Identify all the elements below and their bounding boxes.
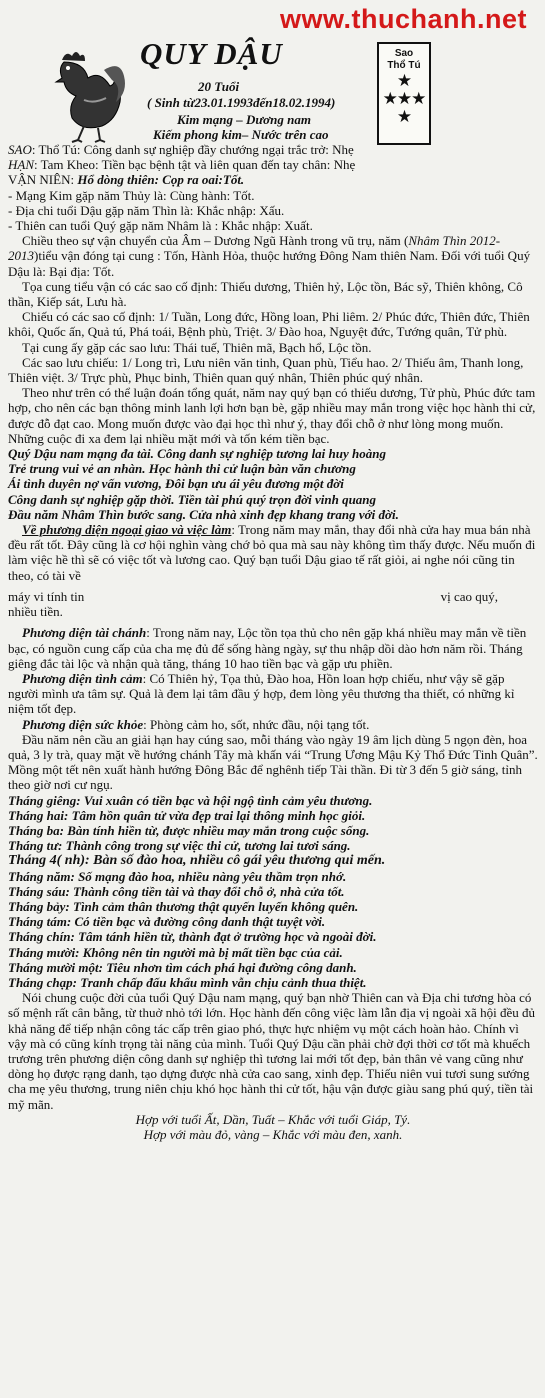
month-line: Tháng ba: Bàn tính hiền từ, được nhiều may mắn trong cuộc sống. — [8, 822, 370, 838]
month-line: Tháng mười một: Tiêu nhơn tìm cách phá hại đường công danh. — [8, 959, 357, 975]
paragraph-1: Chiều theo sự vận chuyển của Âm – Dương Ngũ Hành trong vũ trụ, năm (Nhâm Thìn 2012-2013)tiểu vận đóng tại cung : Tốn, Hành Hỏa, thuộc hướng Đông Nam thiên Nam. Đối với tuổi Quý Dậu là: Bại địa: Tốt. — [8, 233, 531, 279]
paragraph-4: Tại cung ấy gặp các sao lưu: Thái tuế, Thiên mã, Bạch hổ, Lộc tồn. — [22, 339, 372, 355]
suc-khoe-paragraph: Phương diện sức khỏe: Phòng cảm ho, sốt, nhức đầu, nội tạng tốt. — [22, 716, 370, 732]
paragraph-6: Theo như trên có thể luận đoán tổng quát, năm nay quý bạn có thiếu dương, Tử phù, Phúc đức tam hợp, cho nên các bạn thông minh lanh lợi hơn bạn bè, gặp nhiều may mắn trong việc học hành thi cử, được đỗ đạt cao. Mong muốn được vào đại học thì như ý, thay đổi chỗ ở như lòng mong muốn. Những cuộc đi xa đem lại nhiều mặt mới và tốn kém tiền bạc. — [8, 385, 536, 446]
hop-mau-line: Hợp với màu đỏ, vàng – Khắc với màu đen, xanh. — [143, 1127, 403, 1142]
birth-range: ( Sinh từ23.01.1993đến18.02.1994) — [147, 95, 336, 110]
month-line: Tháng chạp: Tranh chấp đấu khẩu mình vẫn chịu cảnh thua thiệt. — [8, 974, 367, 990]
line-1: - Mạng Kim gặp năm Thủy là: Cùng hành: Tốt. — [8, 187, 255, 203]
month-line: Tháng bảy: Tình cảm thân thương thật quyến luyến không quên. — [8, 898, 359, 914]
month-line: Tháng năm: Số mạng đào hoa, nhiều nàng yêu thầm trọn nhớ. — [8, 868, 347, 884]
paragraph-3: Chiếu có các sao cố định: 1/ Tuần, Long đức, Hồng loan, Phi liêm. 2/ Phúc đức, Thiên đức, Thiên khôi, Quốc ấn, Quả tú, Phá toái, Bệnh phù, Triệt. 3/ Đào hoa, Nguyệt đức, Tướng quân, Tử phù. — [8, 309, 530, 340]
han-line: HẠN: Tam Kheo: Tiền bạc bệnh tật và liên quan đến tay chân: Nhẹ — [8, 157, 356, 173]
line-2: - Địa chi tuổi Dậu gặp năm Thìn là: Khắc nhập: Xấu. — [8, 202, 285, 218]
month-line: Tháng hai: Tâm hồn quân tử vừa đẹp trai lại thông minh học giỏi. — [8, 807, 366, 823]
month-line: Tháng mười: Không nên tin người mà bị mất tiền bạc của cải. — [8, 944, 343, 960]
age-label: 20 Tuổi — [198, 79, 240, 94]
dau-nam-paragraph: Đầu năm nên cầu an giải hạn hay cúng sao, mỗi tháng vào ngày 19 âm lịch dùng 5 ngọn đèn, hoa quả, 3 ly trà, quay mặt về hướng chánh Tây mà khấn vái “Trung Ương Mậu Kỷ Thổ Đức Tinh Quân”. Mồng một tết nên xuất hành hướng Đông Bắc để nghênh tiếp Tài thần. Đi từ 3 đến 5 giờ sáng, tỉnh theo giờ nơi cư ngụ. — [8, 731, 538, 793]
kiem-label: Kiếm phong kim– Nước trên cao — [153, 127, 329, 142]
split-line-end: nhiều tiền. — [8, 604, 63, 620]
menh-label: Kim mạng – Dương nam — [177, 112, 311, 127]
month-line: Tháng tư: Thành công trong sự việc thi cử, tương lai tươi sáng. — [8, 838, 351, 854]
star-box-label: Sao — [394, 48, 414, 59]
star-icon: ★ — [396, 71, 412, 90]
star-icon: ★ — [396, 107, 412, 126]
conclusion-paragraph: Nói chung cuộc đời của tuổi Quý Dậu nam mạng, quý bạn nhờ Thiên can và Địa chi tương hòa có số mệnh rất cân bằng, từ thuở nhỏ tới lớn. Học hành đến công việc làm lẫn địa vị ngoài xã hội đều đủ khả năng để tiếp nhận công tác cấp trên giao phó, thực hực nhiệm vụ một cách hoàn hảo. Chính vì vậy mà có cũng kính trọng tài năng của mình. Tuổi Quý Dậu cần phải chờ đợi thời cơ tốt mà khuếch trương trên phương diện công danh sự nghiệp thì tương lai mới tốt đẹp, bản thân vẻ vang cũng như dòng họ được rạng danh, tạo dựng được nhà cửa cao sang, xinh đẹp. Thiếu niên vui tươi sung sướng cha mẹ yêu thương, trung niên chịu khó học hành thi cử tốt, hậu vận được giàu sang phú quý, tiền tài mỹ mãn. — [8, 990, 535, 1112]
star-icon: ★★★ — [382, 89, 426, 108]
line-3: - Thiên can tuổi Quý gặp năm Nhâm là : Khắc nhập: Xuất. — [8, 218, 313, 234]
rooster-illustration — [44, 40, 130, 144]
poem-line: Quý Dậu nam mạng đa tài. Công danh sự nghiệp tương lai huy hoàng — [8, 446, 386, 462]
article-body — [8, 142, 538, 1142]
site-watermark: www.thuchanh.net — [280, 4, 527, 34]
month-line: Tháng 4( nh): Bàn số đào hoa, nhiều cô gái yêu thương qui mến. — [8, 853, 386, 869]
month-line: Tháng sáu: Thành công tiền tài và thay đổi chỗ ở, nhà cửa tốt. — [8, 883, 345, 899]
sao-line: SAO: Thổ Tú: Công danh sự nghiệp đầy chướng ngại trắc trở: Nhẹ — [8, 142, 354, 157]
month-line: Tháng tám: Có tiền bạc và đường công danh thật tuyệt vời. — [8, 914, 326, 930]
page-title: QUY DẬU — [140, 36, 283, 71]
hop-tuoi-line: Hợp với tuổi Ất, Dần, Tuất – Khắc với tuổi Giáp, Tý. — [135, 1111, 411, 1127]
paragraph-2: Tọa cung tiểu vận có các sao cố định: Thiếu dương, Thiên hỷ, Lộc tồn, Bác sỹ, Thiên không, Cô thần, Kiếp sát, Lưu hà. — [8, 278, 523, 310]
van-nien-line: VẬN NIÊN: Hổ dòng thiên: Cọp ra oai:Tốt. — [8, 172, 245, 188]
poem-line: Ái tình duyên nợ vấn vương, Đôi bạn ưu ái yêu đương một đời — [8, 476, 344, 492]
poem-line: Trẻ trung vui vẻ an nhàn. Học hành thi cử luận bàn văn chương — [8, 461, 356, 477]
poem-line: Công danh sự nghiệp gặp thời. Tiền tài phú quý trọn đời vinh quang — [8, 491, 377, 507]
tai-chanh-paragraph: Phương diện tài chánh: Trong năm nay, Lộc tồn tọa thủ cho nên gặp khá nhiều may mắn về tiền bạc, có nguồn cung cấp của cha mẹ đủ để sống hàng ngày, sự thu nhập dồi dào hơn năm rồi. Tháng giêng đắc tài lộc và nhận quà tăng, tháng 10 hao tiền bạc và gặp ưu phiền. — [8, 625, 527, 671]
month-line: Tháng chín: Tâm tánh hiền từ, thành đạt ở trường học và ngoài đời. — [8, 929, 377, 945]
split-line: máy vi tính tin vị cao quý, — [8, 588, 498, 604]
star-box — [377, 42, 431, 145]
tinh-cam-paragraph: Phương diện tình cảm: Có Thiên hỷ, Tọa thủ, Đào hoa, Hồn loan hợp chiếu, như vậy sẽ gặp người mình ưa tâm sự. Quả là đem lại tâm đầu ý hợp, đem lòng yêu thương tha thiết, có những kỉ niệm tốt đẹp. — [8, 670, 515, 717]
paragraph-5: Các sao lưu chiếu: 1/ Long trì, Lưu niên văn tinh, Quan phù, Tiểu hao. 2/ Thiếu âm, Thanh long, Thiên việt. 3/ Trực phù, Phục binh, Thiên quan quý nhân, Thiên phúc quý nhân. — [8, 354, 524, 386]
star-box-name: Thổ Tú — [387, 60, 421, 71]
month-line: Tháng giêng: Vui xuân có tiền bạc và hội ngộ tình cảm yêu thương. — [8, 792, 373, 808]
ngoai-giao-paragraph: Về phương diện ngoại giao và việc làm: Trong năm may mắn, thay đổi nhà cửa hay mua bán nhà đều rất tốt. Đây cũng là cơ hội nghìn vàng chớ bỏ qua mà sau này không tìm thấy được. Nếu muốn đi làm việc hề thì sẽ có việc tốt và lương cao. Quý bạn tuổi Dậu giao tế rất giỏi, ai nghe nói cũng tin theo, có tài về — [8, 522, 536, 583]
poem-line: Đầu năm Nhâm Thìn bước sang. Cửa nhà xinh đẹp khang trang với đời. — [8, 506, 399, 522]
